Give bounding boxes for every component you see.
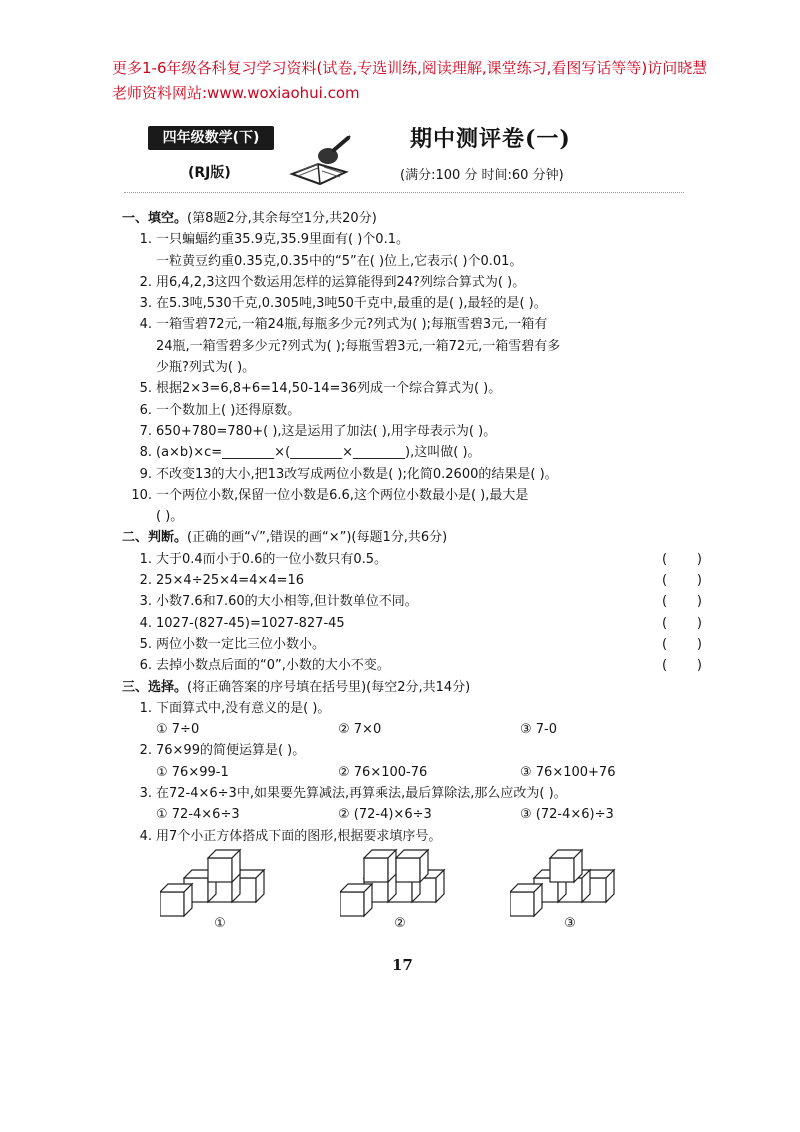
- choice-options: [122, 762, 702, 783]
- choice-option[interactable]: ① 72-4×6÷3: [156, 807, 240, 823]
- choice-option[interactable]: ② (72-4)×6÷3: [338, 807, 432, 823]
- cube-figures: [160, 848, 630, 934]
- question-text: 用6,4,2,3这四个数运用怎样的运算能得到24?列综合算式为( )。: [156, 274, 526, 290]
- question-text: 在72-4×6÷3中,如果要先算减法,再算乘法,最后算除法,那么应改为( )。: [156, 786, 567, 802]
- choice-option[interactable]: ① 76×99-1: [156, 764, 229, 780]
- question-text: 一只蝙蝠约重35.9克,35.9里面有( )个0.1。: [156, 232, 409, 248]
- question-number: 8.: [139, 445, 152, 461]
- choice-option[interactable]: ③ (72-4×6)÷3: [520, 807, 614, 823]
- question-item: [122, 421, 702, 442]
- question-number: [122, 357, 156, 378]
- question-number: 2.: [139, 573, 152, 589]
- question-text: 1027-(827-45)=1027-827-45: [156, 615, 345, 631]
- section-note: (正确的画“√”,错误的画“×”)(每题1分,共6分): [187, 530, 448, 546]
- question-text: 小数7.6和7.60的大小相等,但计数单位不同。: [156, 594, 418, 610]
- paren-close: ): [696, 658, 702, 674]
- question-item: [122, 485, 702, 506]
- page-number: 17: [392, 956, 413, 974]
- cube-figure-3: [510, 848, 630, 934]
- paren-open: (: [662, 573, 668, 589]
- question-number: 3.: [139, 786, 152, 802]
- question-item: [122, 272, 702, 293]
- question-text: 一个数加上( )还得原数。: [156, 402, 301, 418]
- cube-drawing: [160, 848, 280, 918]
- figure-label: ①: [214, 916, 226, 931]
- judge-item: [122, 570, 702, 591]
- question-item: [122, 698, 702, 719]
- section-title: 一、填空。: [122, 211, 188, 226]
- question-number: 9.: [139, 466, 152, 482]
- header-divider: [124, 192, 684, 193]
- promo-banner[interactable]: 更多1-6年级各科复习学习资料(试卷,专选训练,阅读理解,课堂练习,看图写话等等)访问晓慧老师资料网站:www.woxiaohui.com: [112, 59, 708, 102]
- question-text: 用7个小正方体搭成下面的图形,根据要求填序号。: [156, 828, 442, 844]
- exam-meta: (满分:100 分 时间:60 分钟): [400, 168, 564, 183]
- question-number: 3.: [139, 296, 152, 312]
- question-text: 两位小数一定比三位小数小。: [156, 636, 326, 652]
- section-note: (第8题2分,其余每空1分,共20分): [187, 211, 377, 226]
- question-item: [122, 464, 702, 485]
- paren-open: (: [662, 551, 668, 567]
- section-note: (将正确答案的序号填在括号里)(每空2分,共14分): [187, 679, 471, 695]
- section-title: 三、选择。: [122, 679, 188, 695]
- question-number: 6.: [139, 658, 152, 674]
- question-item: [122, 506, 702, 527]
- cube-figure-2: [340, 848, 460, 934]
- book-pen-illustration: [288, 134, 352, 186]
- grade-badge: 四年级数学(下): [148, 126, 274, 150]
- answer-parentheses[interactable]: [662, 570, 702, 591]
- question-text: 一个两位小数,保留一位小数是6.6,这个两位小数最小是( ),最大是: [156, 487, 529, 503]
- answer-parentheses[interactable]: [662, 634, 702, 655]
- question-number: 5.: [139, 381, 152, 397]
- question-text: 一粒黄豆约重0.35克,0.35中的“5”在( )位上,它表示( )个0.01。: [156, 253, 523, 269]
- cube-drawing: [340, 848, 460, 918]
- answer-parentheses[interactable]: [662, 613, 702, 634]
- question-item: [122, 357, 702, 378]
- section-judge-heading: [122, 527, 702, 548]
- question-text: 去掉小数点后面的“0”,小数的大小不变。: [156, 658, 390, 674]
- question-item: [122, 400, 702, 421]
- question-text: 25×4÷25×4=4×4=16: [156, 573, 305, 589]
- section-title: 二、判断。: [122, 530, 188, 546]
- paren-close: ): [696, 615, 702, 631]
- choice-option[interactable]: ③ 76×100+76: [520, 764, 616, 780]
- choice-option[interactable]: ③ 7-0: [520, 722, 558, 738]
- judge-item: [122, 613, 702, 634]
- question-text: 650+780=780+( ),这是运用了加法( ),用字母表示为( )。: [156, 423, 497, 439]
- paren-open: (: [662, 615, 668, 631]
- question-text: 根据2×3=6,8+6=14,50-14=36列成一个综合算式为( )。: [156, 381, 502, 397]
- cube-drawing: [510, 848, 630, 918]
- question-item: [122, 378, 702, 399]
- paren-close: ): [696, 636, 702, 652]
- question-text: 76×99的简便运算是( )。: [156, 743, 306, 759]
- question-item: [122, 229, 702, 250]
- question-text: 少瓶?列式为( )。: [156, 360, 256, 376]
- section-fill-heading: [122, 208, 702, 229]
- figure-label: ②: [394, 916, 406, 931]
- answer-parentheses[interactable]: [662, 655, 702, 676]
- question-item: [122, 293, 702, 314]
- question-number: 7.: [139, 423, 152, 439]
- question-text: 一箱雪碧72元,一箱24瓶,每瓶多少元?列式为( );每瓶雪碧3元,一箱有: [156, 317, 548, 333]
- paren-open: (: [662, 594, 668, 610]
- section-choice-heading: [122, 677, 702, 698]
- question-item: [122, 442, 702, 463]
- paren-close: ): [696, 551, 702, 567]
- question-number: 3.: [139, 594, 152, 610]
- question-number: 5.: [139, 636, 152, 652]
- question-number: 1.: [139, 232, 152, 248]
- question-number: [122, 506, 156, 527]
- judge-item: [122, 634, 702, 655]
- question-number: 4.: [139, 828, 152, 844]
- question-number: 2.: [139, 274, 152, 290]
- question-number: 1.: [139, 700, 152, 716]
- paren-open: (: [662, 658, 668, 674]
- paren-close: ): [696, 573, 702, 589]
- question-text: (a×b)×c=________×(________×________),这叫做( )。: [156, 445, 481, 461]
- question-number: 6.: [139, 402, 152, 418]
- cube-figure-1: [160, 848, 280, 934]
- answer-parentheses[interactable]: [662, 591, 702, 612]
- question-number: [122, 336, 156, 357]
- question-text: 下面算式中,没有意义的是( )。: [156, 700, 331, 716]
- question-number: 4.: [139, 615, 152, 631]
- question-item: [122, 783, 702, 804]
- answer-parentheses[interactable]: [662, 549, 702, 570]
- choice-option[interactable]: ② 76×100-76: [338, 764, 428, 780]
- question-number: 2.: [139, 743, 152, 759]
- page-title: 期中测评卷(一): [410, 126, 571, 152]
- question-item: [122, 314, 702, 335]
- judge-item: [122, 591, 702, 612]
- question-text: 不改变13的大小,把13改写成两位小数是( );化简0.2600的结果是( )。: [156, 466, 558, 482]
- question-text: 在5.3吨,530千克,0.305吨,3吨50千克中,最重的是( ),最轻的是( )。: [156, 296, 547, 312]
- question-number: 10.: [131, 487, 152, 503]
- question-item: [122, 336, 702, 357]
- choice-options: [122, 719, 702, 740]
- question-item: [122, 740, 702, 761]
- edition-label: (RJ版): [188, 165, 231, 181]
- figure-label: ③: [564, 916, 576, 931]
- choice-options: [122, 804, 702, 825]
- question-text: ( )。: [156, 509, 184, 525]
- question-item: [122, 826, 702, 847]
- choice-option[interactable]: ② 7×0: [338, 722, 382, 738]
- question-item: [122, 251, 702, 272]
- question-number: 4.: [139, 317, 152, 333]
- paren-close: ): [696, 594, 702, 610]
- paren-open: (: [662, 636, 668, 652]
- exam-body: [122, 208, 702, 847]
- question-text: 24瓶,一箱雪碧多少元?列式为( );每瓶雪碧3元,一箱72元,一箱雪碧有多: [156, 338, 561, 354]
- choice-option[interactable]: ① 7÷0: [156, 722, 200, 738]
- judge-item: [122, 655, 702, 676]
- question-text: 大于0.4而小于0.6的一位小数只有0.5。: [156, 551, 388, 567]
- question-number: [122, 251, 156, 272]
- judge-item: [122, 549, 702, 570]
- question-number: 1.: [139, 551, 152, 567]
